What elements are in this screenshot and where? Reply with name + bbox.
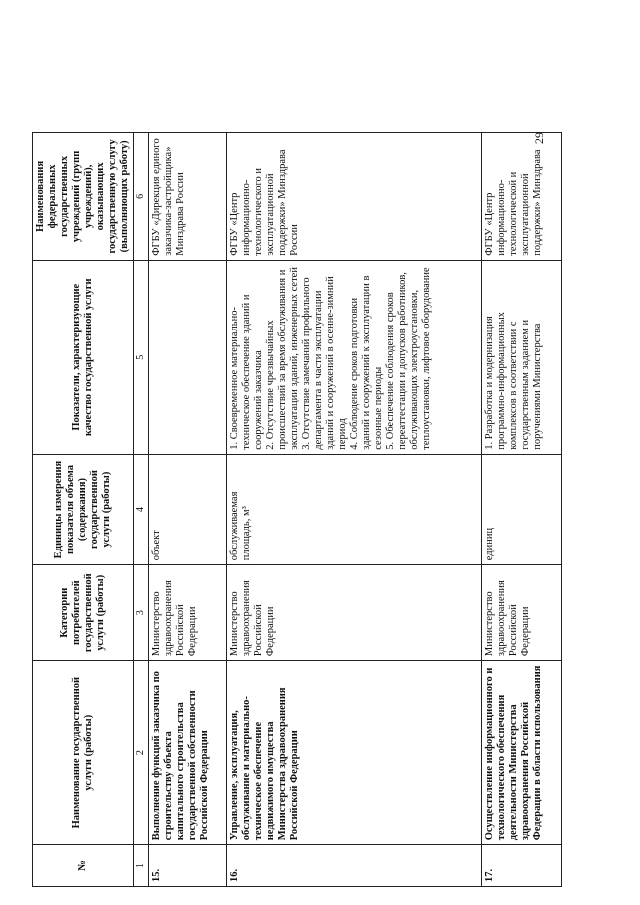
column-number: 3	[134, 565, 149, 661]
unit-of-measure: единиц	[482, 454, 562, 565]
unit-of-measure: объект	[149, 454, 227, 565]
services-table	[32, 132, 562, 887]
institution-name: ФГБУ «Дирекция единого заказчика-застройщика» Минздрава России	[149, 133, 227, 261]
column-number: 1	[134, 845, 149, 887]
quality-item: 5. Обеспечение соблюдения сроков переаттестации и допусков работников, обслуживающих электроустановки, теплоустановки, лифтовое оборудование	[385, 267, 432, 450]
rotated-page	[20, 7, 620, 897]
quality-item: 1. Разработка и модернизация программно-информационных комплексов в соответствии с государственным заданием и поручениями Министерства	[484, 312, 543, 450]
header-quality: Показатели, характеризующие качество государственной услуги	[33, 260, 134, 454]
quality-item: 1. Своевременное материально-техническое обеспечение зданий и сооружений заказчика	[229, 294, 264, 450]
service-name: Осуществление информационного и технологического обеспечения деятельности Министерства здравоохранения Российской Федерации в области использования	[482, 661, 562, 845]
row-number: 17.	[482, 845, 562, 887]
column-number: 5	[134, 260, 149, 454]
column-number: 6	[134, 133, 149, 261]
header-service: Наименование государственной услуги (работы)	[33, 661, 134, 845]
row-number: 15.	[149, 845, 227, 887]
row-number: 16.	[227, 845, 482, 887]
quality-item: 4. Соблюдение сроков подготовки зданий и сооружений к эксплуатации в сезонные периоды	[349, 275, 384, 450]
header-num: №	[33, 845, 134, 887]
header-institution: Наименования федеральных государственных учреждений (групп учреждений), оказывающих государственную услугу (выполняющих работу)	[33, 133, 134, 261]
table-row	[482, 133, 562, 887]
header-unit: Единицы измерения показателя объема (содержания) государственной услуги (работы)	[33, 454, 134, 565]
consumer-category: Министерство здравоохранения Российской Федерации	[227, 565, 482, 661]
service-name: Управление, эксплуатация, обслуживание и материально-техническое обеспечение недвижимого имущества Министерства здравоохранения Российской Федерации	[227, 661, 482, 845]
institution-name: ФГБУ «Центр информационно-технологической и эксплуатационной поддержки» Минздрава	[482, 133, 562, 261]
quality-indicators	[149, 260, 227, 454]
header-consumers: Категории потребителей государственной услуги (работы)	[33, 565, 134, 661]
quality-item: 2. Отсутствие чрезвычайных происшествий за время обслуживания и эксплуатации зданий, инженерных сетей	[265, 267, 300, 450]
table-row	[149, 133, 227, 887]
service-name: Выполнение функций заказчика по строительству объекта капитального строительства государственной собственности Российской Федерации	[149, 661, 227, 845]
header-row	[33, 133, 134, 887]
unit-of-measure: обслуживаемая площадь, м³	[227, 454, 482, 565]
consumer-category: Министерство здравоохранения Российской Федерации	[149, 565, 227, 661]
table-row	[227, 133, 482, 887]
institution-name: ФГБУ «Центр информационно-технологического и эксплуатационной поддержки» Минздрава России	[227, 133, 482, 261]
page-number: 29	[532, 132, 546, 144]
quality-item: 3. Отсутствие замечаний профильного департамента в части эксплуатации зданий и сооружений в осенне-зимний период	[301, 276, 348, 450]
column-number: 4	[134, 454, 149, 565]
quality-indicators	[482, 260, 562, 454]
column-number: 2	[134, 661, 149, 845]
consumer-category: Министерство здравоохранения Российской Федерации	[482, 565, 562, 661]
quality-indicators	[227, 260, 482, 454]
column-number-row	[134, 133, 149, 887]
